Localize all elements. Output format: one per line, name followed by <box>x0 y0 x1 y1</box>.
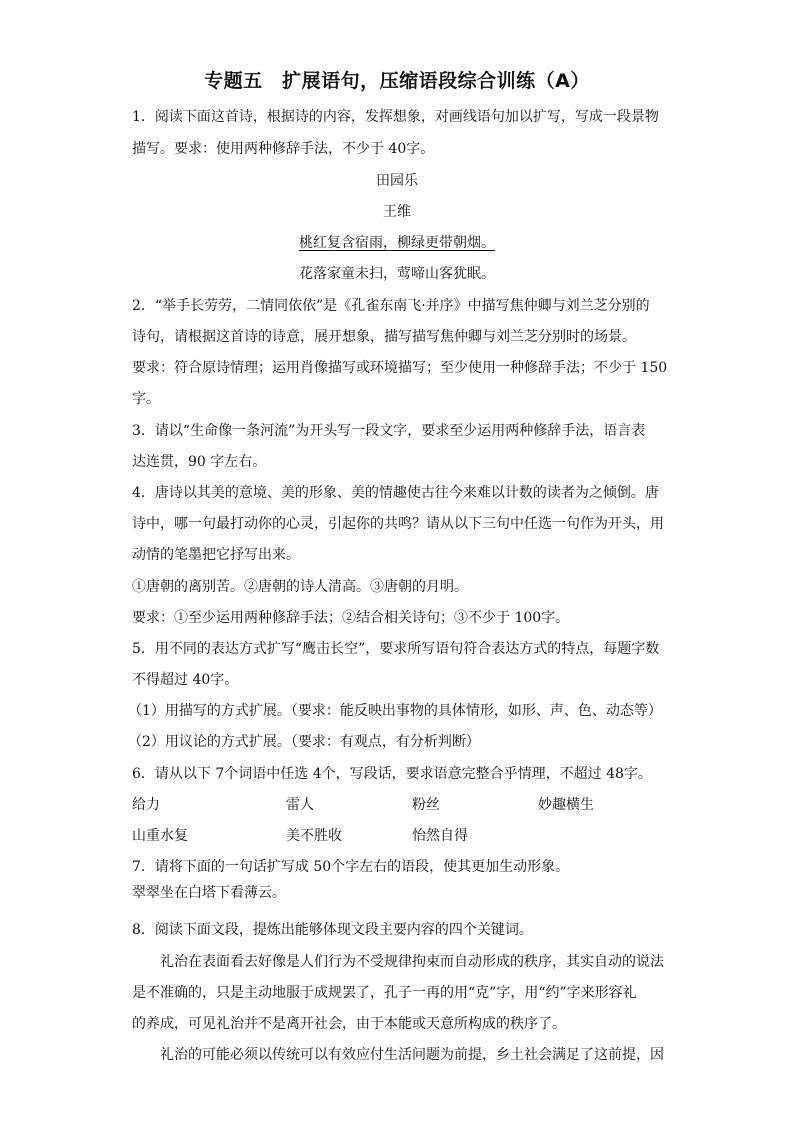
q4-line-3: 动情的笔墨把它抒写出来。 <box>132 547 300 563</box>
q4-requirements: 要求：①至少运用两种修辞手法；②结合相关诗句；③不少于 100字。 <box>132 610 570 626</box>
q7-line-1: 7．请将下面的一句话扩写成 50个字左右的语段，使其更加生动形象。 <box>132 859 570 875</box>
q3-line-1: 3．请以“生命像一条河流”为开头写一段文字，要求至少运用两种修辞手法，语言表 <box>132 423 646 439</box>
q2-line-1: 2．“举手长劳劳，二情同依依”是《孔雀东南飞·并序》中描写焦仲卿与刘兰芝分别的 <box>132 298 650 314</box>
q8-passage-p1-line-2: 是不准确的，只是主动地服于成规罢了，孔子一再的用“克”字，用“约”字来形容礼 <box>132 985 637 1001</box>
q6-word: 山重水复 <box>132 828 188 844</box>
q1-line-2: 描写。要求：使用两种修辞手法，不少于 40字。 <box>132 141 435 157</box>
q6-line-1: 6．请从以下 7个词语中任选 4个，写段话，要求语意完整合乎情理，不超过 48字。 <box>132 766 652 782</box>
q2-line-3: 要求：符合原诗情理；运用肖像描写或环境描写；至少使用一种修辞手法；不少于 150 <box>132 360 668 376</box>
poem-author: 王维 <box>383 204 411 220</box>
poem-line-1-underlined: 桃红复含宿雨，柳绿更带朝烟。 <box>299 235 495 251</box>
q6-word-row-1 <box>132 794 672 816</box>
q6-word: 给力 <box>132 797 160 813</box>
q4-line-2: 诗中，哪一句最打动你的心灵，引起你的共鸣？请从以下三句中任选一句作为开头，用 <box>132 516 664 532</box>
q8-line-1: 8．阅读下面文段，提炼出能够体现文段主要内容的四个关键词。 <box>132 922 533 938</box>
q6-word: 妙趣横生 <box>538 797 594 813</box>
q8-passage-p1-line-3: 的养成，可见礼治并不是离开社会，由于本能或天意所构成的秩序了。 <box>132 1016 566 1032</box>
q7-sentence: 翠翠坐在白塔下看薄云。 <box>132 885 286 901</box>
q3-line-2: 达连贯，90 字左右。 <box>132 454 267 470</box>
q6-word: 粉丝 <box>412 797 440 813</box>
q4-options: ①唐朝的离别苦。②唐朝的诗人清高。③唐朝的月明。 <box>132 579 468 595</box>
q2-line-2: 诗句，请根据这首诗的诗意，展开想象，描写描写焦仲卿与刘兰芝分别时的场景。 <box>132 329 636 345</box>
q6-word: 怡然自得 <box>412 828 468 844</box>
q5-line-1: 5．用不同的表达方式扩写“鹰击长空”，要求所写语句符合表达方式的特点，每题字数 <box>132 641 660 657</box>
q4-line-1: 4．唐诗以其美的意境、美的形象、美的情趣使古往今来难以计数的读者为之倾倒。唐 <box>132 485 659 501</box>
q2-line-4: 字。 <box>132 391 160 407</box>
poem-line-2: 花落家童未扫，莺啼山客犹眠。 <box>299 266 495 282</box>
q5-subitem-2: （2）用议论的方式扩展。（要求：有观点，有分析判断） <box>128 734 480 750</box>
poem-title: 田园乐 <box>376 173 418 189</box>
q8-passage-p1-line-1: 礼治在表面看去好像是人们行为不受规律拘束而自动形成的秩序，其实自动的说法 <box>160 954 664 970</box>
q8-passage-p2-line-1: 礼治的可能必须以传统可以有效应付生活问题为前提，乡土社会满足了这前提，因 <box>160 1047 664 1063</box>
q1-line-1: 1．阅读下面这首诗，根据诗的内容，发挥想象，对画线语句加以扩写，写成一段景物 <box>132 109 659 125</box>
q6-word: 雷人 <box>286 797 314 813</box>
q5-subitem-1: （1）用描写的方式扩展。（要求：能反映出事物的具体情形，如形、声、色、动态等） <box>128 703 662 719</box>
q5-line-2: 不得超过 40字。 <box>132 672 239 688</box>
page-title: 专题五 扩展语句，压缩语段综合训练（A） <box>204 70 590 92</box>
q6-word: 美不胜收 <box>286 828 342 844</box>
poem-line-1-wrap <box>132 232 662 254</box>
q6-word-row-2 <box>132 825 672 847</box>
